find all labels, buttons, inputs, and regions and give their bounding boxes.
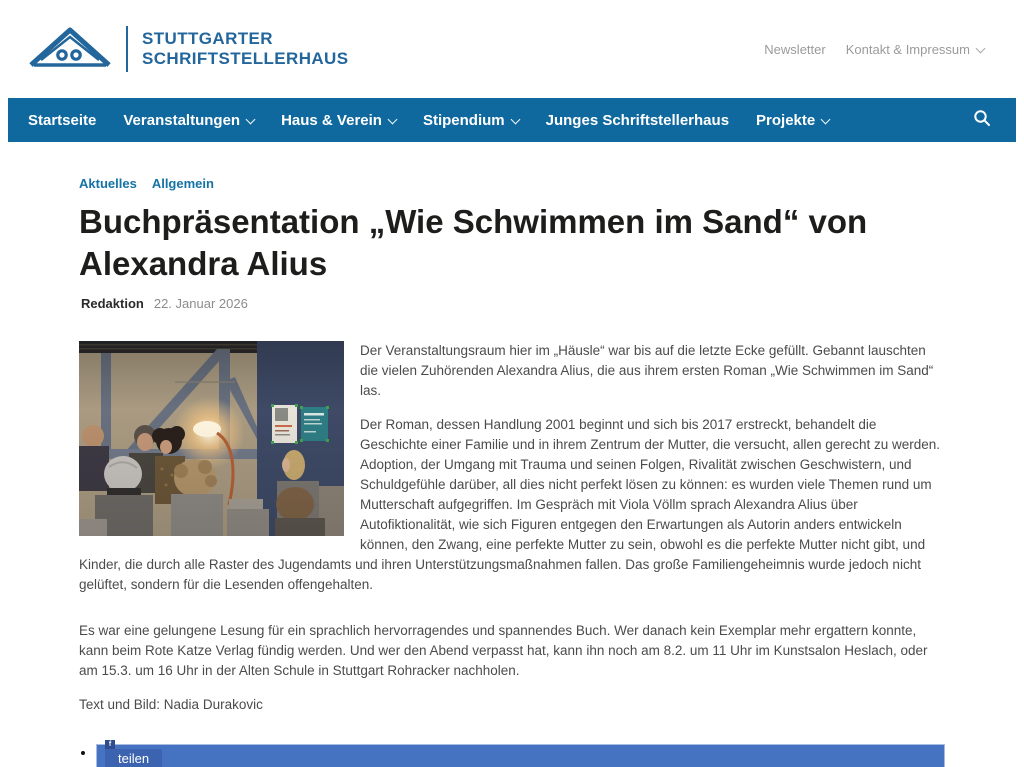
facebook-share-button[interactable] [96,741,945,767]
house-logo-icon [28,24,112,75]
article-meta [79,296,945,311]
paragraph-3: Es war eine gelungene Lesung für ein sprachlich hervorragendes und spannendes Buch. Wer danach kein Exemplar mehr ergattern konnte, kann beim Rote Katze Verlag fündig werden. Und wer den Abend verpasst hat, kann ihn noch am 8.2. um 11 Uhr im Kunstsalon Heslach, oder am 15.3. um 16 Uhr in der Alten Schule in Stuttgart Rohracker nachholen. [79,623,928,679]
credit-line: Text und Bild: Nadia Durakovic [79,697,263,713]
share-list-item [96,741,959,767]
chevron-down-icon [510,114,520,124]
category-link-aktuelles[interactable]: Aktuelles [79,176,137,191]
nav-item-haus-verein[interactable]: Haus & Verein [281,112,396,129]
facebook-f-icon: • f [105,740,115,749]
publish-date: 22. Januar 2026 [153,296,248,312]
site-header [0,0,1024,98]
article-body [79,341,945,715]
chevron-down-icon [976,43,986,53]
search-button[interactable] [972,108,996,133]
page-title: Buchpräsentation „Wie Schwimmen im Sand“ von Alexandra Alius [79,203,868,282]
kontakt-impressum-link[interactable]: Kontakt & Impressum [846,42,984,57]
article-content [0,142,1024,715]
share-section [79,741,959,767]
nav-item-projekte[interactable]: Projekte [756,112,829,129]
newsletter-link[interactable]: Newsletter [764,41,826,57]
chevron-down-icon [246,114,256,124]
site-logo[interactable] [28,24,348,75]
search-icon [972,108,992,133]
chevron-down-icon [388,114,398,124]
paragraph-1-text-a: Der Veranstaltungsraum hier im „Häusle“ war bis auf die letzte Ecke gefüllt. [360,343,809,359]
chevron-down-icon [821,114,831,124]
share-button-label: teilen [105,749,162,767]
author-name[interactable]: Redaktion [81,296,144,312]
nav-item-stipendium[interactable]: Stipendium [423,112,519,129]
main-nav [8,98,1016,142]
paragraph-1-text-b: Gebannt lauschten die vielen Zuhörenden Alexandra Alius, die aus ihrem ersten Roman „Wie Schwimmen im Sand“ las. [360,343,934,399]
paragraph-1 [79,341,945,401]
category-link-allgemein[interactable]: Allgemein [151,176,214,191]
logo-divider [126,26,128,72]
category-links [79,176,945,191]
paragraph-2: Der Roman, dessen Handlung 2001 beginnt und sich bis 2017 erstreckt, behandelt die Geschichte einer Familie und in ihrem Zentrum der Mutter, die versucht, allen gerecht zu werden. Adoption, der Umgang mit Trauma und seinen Folgen, Rivalität zwischen Geschwistern, und Schuldgefühle darüber, all dies nicht perfekt lösen zu können: es wurden viele Themen rund um Mutterschaft aufgegriffen. Im Gespräch mit Viola Völlm sprach Alexandra Alius über Autofiktionalität, wie sich Figuren entgegen den Erwartungen als Autorin anders entwickeln können, den Zwang, eine perfekte Mutter zu sein, obwohl es die perfekte Mutter nicht gibt, und Kinder, die durch alle Raster des Jugendamts und ihren Unterstützungsmaßnahmen fallen. Das große Familiengeheimnis wurde jedoch nicht gelüftet, sondern für die Lesenden offengehalten. [79,417,941,593]
nav-item-junges-schriftstellerhaus[interactable]: Junges Schriftstellerhaus [545,111,730,129]
site-title: STUTTGARTER SCHRIFTSTELLERHAUS [142,28,349,68]
share-list [79,741,959,767]
utility-nav [764,42,984,57]
event-photo [79,341,344,536]
nav-item-startseite[interactable]: Startseite [28,111,97,129]
nav-item-veranstaltungen[interactable]: Veranstaltungen [123,112,254,129]
